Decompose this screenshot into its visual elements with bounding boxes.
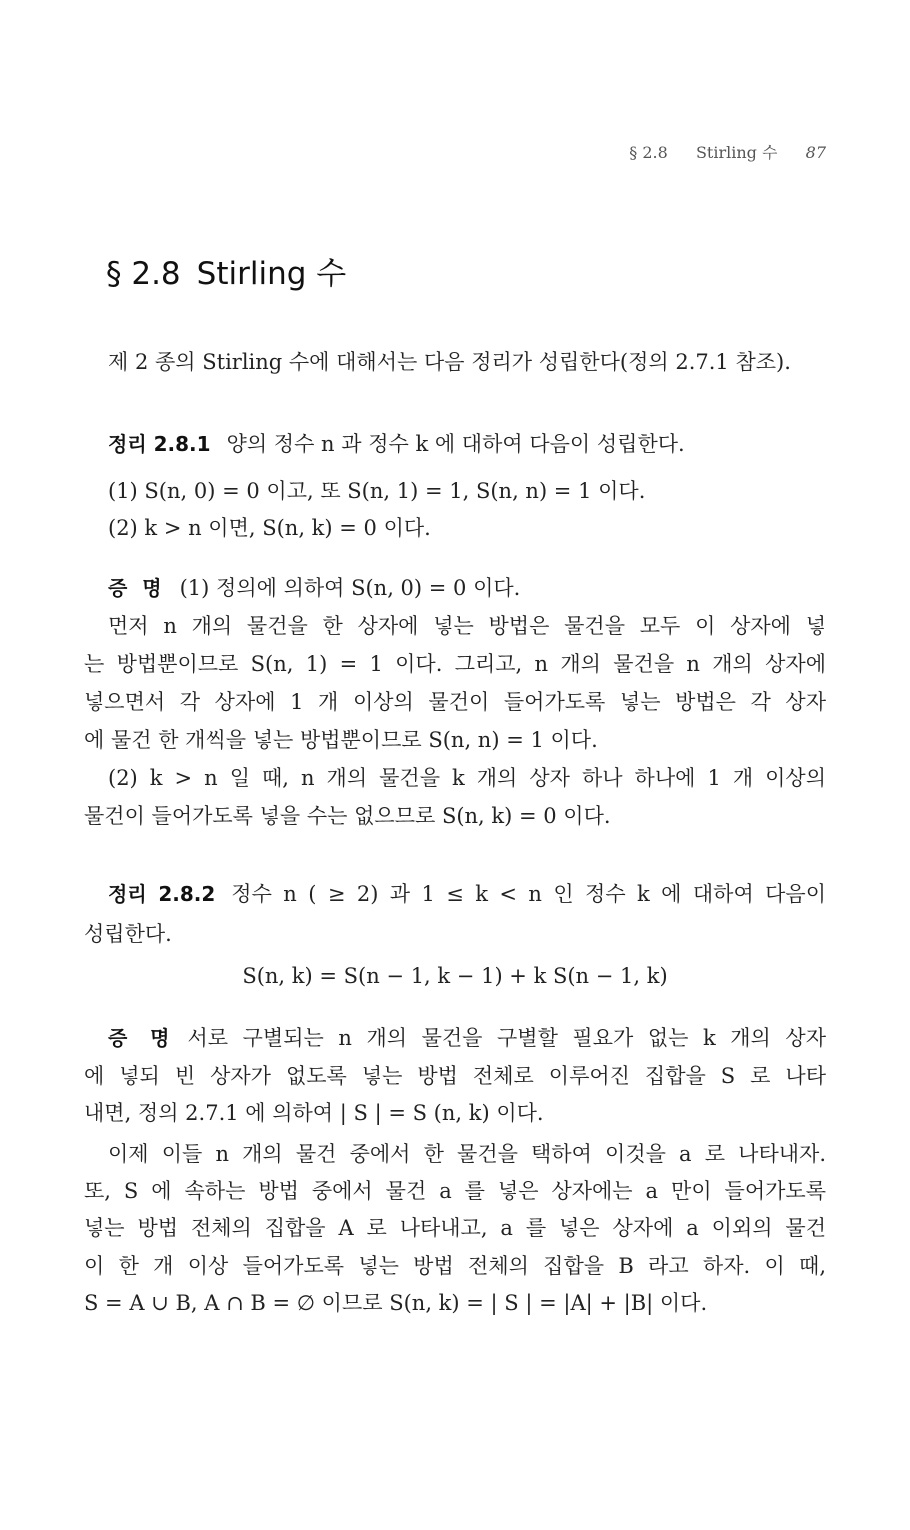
proof-line: 물건이 들어가도록 넣을 수는 없으므로 S(n, k) = 0 이다. [84, 804, 611, 828]
proof-text: (1) 정의에 의하여 S(n, 0) = 0 이다. [179, 576, 521, 600]
proof-line: 이 한 개 이상 들어가도록 넣는 방법 전체의 집합을 B 라고 하자. 이 때, [84, 1254, 826, 1278]
proof-label: 증 명 [108, 1026, 174, 1050]
proof-line: 내면, 정의 2.7.1 에 의하여 | S | = S (n, k) 이다. [84, 1101, 544, 1125]
theorem-item-2: (2) k > n 이면, S(n, k) = 0 이다. [108, 516, 431, 540]
proof-line: 넣으면서 각 상자에 1 개 이상의 물건이 들어가도록 넣는 방법은 각 상자 [84, 690, 826, 714]
proof-line: 이제 이들 n 개의 물건 중에서 한 물건을 택하여 이것을 a 로 나타내자. [108, 1142, 826, 1166]
theorem-statement: 양의 정수 n 과 정수 k 에 대하여 다음이 성립한다. [226, 432, 685, 456]
section-title: Stirling 수 [196, 256, 347, 292]
theorem-2-8-2 [108, 880, 826, 908]
theorem-statement-cont: 성립한다. [84, 922, 172, 946]
page-number: 87 [805, 143, 826, 162]
proof-line: (2) k > n 일 때, n 개의 물건을 k 개의 상자 하나 하나에 1 개 이상의 [108, 766, 826, 790]
proof-label: 증 명 [108, 576, 166, 600]
proof-2-first-line [108, 1024, 826, 1052]
recurrence-formula: S(n, k) = S(n − 1, k − 1) + k S(n − 1, k) [242, 964, 668, 988]
section-heading [106, 248, 346, 293]
proof-line: 또, S 에 속하는 방법 중에서 물건 a 를 넣은 상자에는 a 만이 들어가도록 [84, 1179, 826, 1203]
header-title: Stirling 수 [695, 143, 778, 162]
theorem-statement: 정수 n ( ≥ 2) 과 1 ≤ k < n 인 정수 k 에 대하여 다음이 [231, 882, 827, 906]
proof-line: 에 넣되 빈 상자가 없도록 넣는 방법 전체로 이루어진 집합을 S 로 나타 [84, 1064, 826, 1088]
theorem-2-8-1 [108, 430, 826, 458]
proof-line: 는 방법뿐이므로 S(n, 1) = 1 이다. 그리고, n 개의 물건을 n 개의 상자에 [84, 652, 826, 676]
header-section-ref: § 2.8 [629, 143, 668, 162]
proof-1-first-line [108, 574, 826, 602]
proof-line: S = A ∪ B, A ∩ B = ∅ 이므로 S(n, k) = | S | = |A| + |B| 이다. [84, 1291, 708, 1315]
proof-line: 넣는 방법 전체의 집합을 A 로 나타내고, a 를 넣은 상자에 a 이외의 물건 [84, 1216, 826, 1240]
intro-paragraph: 제 2 종의 Stirling 수에 대해서는 다음 정리가 성립한다(정의 2.7.1 참조). [108, 350, 791, 374]
running-header [629, 140, 826, 163]
proof-line: 에 물건 한 개씩을 넣는 방법뿐이므로 S(n, n) = 1 이다. [84, 728, 598, 752]
theorem-item-1: (1) S(n, 0) = 0 이고, 또 S(n, 1) = 1, S(n, n) = 1 이다. [108, 479, 646, 503]
section-number: § 2.8 [106, 256, 181, 292]
theorem-label: 정리 2.8.2 [108, 882, 216, 906]
proof-line: 먼저 n 개의 물건을 한 상자에 넣는 방법은 물건을 모두 이 상자에 넣 [108, 614, 826, 638]
proof-text: 서로 구별되는 n 개의 물건을 구별할 필요가 없는 k 개의 상자 [187, 1026, 826, 1050]
theorem-label: 정리 2.8.1 [108, 432, 211, 456]
